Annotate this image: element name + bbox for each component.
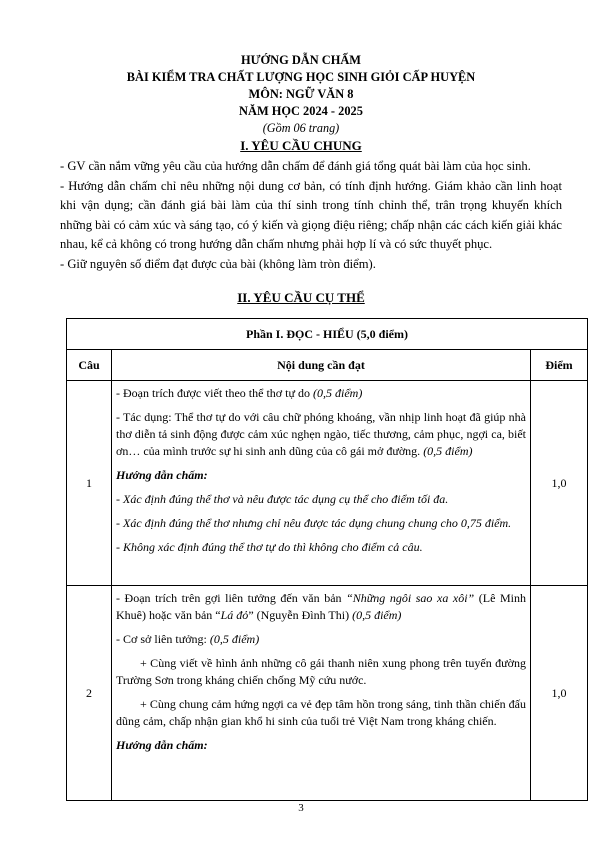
doc-heading: HƯỚNG DẪN CHẤM xyxy=(241,53,361,67)
col-header-score: Điểm xyxy=(531,350,588,381)
answer-subpoint: + Cùng viết về hình ảnh những cô gái thanh niên xung phong trên tuyến đường Trường Sơn trong kháng chiến chống Mỹ cứu nước. xyxy=(116,656,526,687)
grading-table xyxy=(66,318,588,801)
requirement-paragraph: - Hướng dẫn chấm chỉ nêu những nội dung cơ bản, có tính định hướng. Giám khảo cần linh hoạt khi vận dụng; cần đánh giá bài làm của thí sinh trong tính chỉnh thể, trân trọng khuyến khích những bài có cảm xúc và sáng tạo, có ý kiến và giọng điệu riêng; chấp nhận các cách kiến giải khác nhau, kể cả không có trong hướng dẫn chấm nhưng phải hợp lí và có sức thuyết phục. xyxy=(60,178,562,251)
page-number: 3 xyxy=(298,802,304,814)
question-score: 1,0 xyxy=(531,586,588,801)
col-header-question: Câu xyxy=(67,350,112,381)
question-score: 1,0 xyxy=(531,381,588,586)
section-2-title: II. YÊU CẦU CỤ THỂ xyxy=(237,290,365,305)
answer-content xyxy=(112,381,531,586)
part-title: Phần I. ĐỌC - HIỂU (5,0 điểm) xyxy=(67,319,588,350)
doc-title: BÀI KIỂM TRA CHẤT LƯỢNG HỌC SINH GIỎI CẤP HUYỆN xyxy=(126,70,476,84)
col-header-content: Nội dung cần đạt xyxy=(112,350,531,381)
doc-page-count: (Gồm 06 trang) xyxy=(262,121,340,135)
answer-point: - Tác dụng: Thể thơ tự do với câu chữ phóng khoáng, vần nhịp linh hoạt đã giúp nhà thơ diễn tả sinh động được cảm xúc nghẹn ngào, tiếc thương, cảm phục, ngợi ca, biết ơn… của mình trước sự hi sinh anh dũng của cô gái mở đường. (0,5 điểm) xyxy=(116,410,526,458)
table-part-row xyxy=(67,319,588,350)
question-number: 2 xyxy=(67,586,112,801)
table-header-row xyxy=(67,350,588,381)
answer-content xyxy=(112,586,531,801)
general-requirements xyxy=(60,157,562,274)
question-number: 1 xyxy=(67,381,112,586)
guide-item: - Không xác định đúng thể thơ tự do thì không cho điểm cả câu. xyxy=(116,540,423,554)
table-row xyxy=(67,381,588,586)
guide-item: - Xác định đúng thể thơ và nêu được tác dụng cụ thể cho điểm tối đa. xyxy=(116,492,449,506)
doc-school-year: NĂM HỌC 2024 - 2025 xyxy=(239,104,363,118)
answer-point: - Đoạn trích được viết theo thể thơ tự do (0,5 điểm) xyxy=(116,386,363,400)
answer-point: - Đoạn trích trên gợi liên tưởng đến văn bản “Những ngôi sao xa xôi” (Lê Minh Khuê) hoặc văn bản “Lá đỏ” (Nguyễn Đình Thi) (0,5 điểm) xyxy=(116,591,526,622)
guide-label: Hướng dẫn chấm: xyxy=(116,738,208,752)
guide-item: - Xác định đúng thể thơ nhưng chỉ nêu được tác dụng chung chung cho 0,75 điểm. xyxy=(116,516,512,530)
requirement-paragraph: - Giữ nguyên số điểm đạt được của bài (không làm tròn điểm). xyxy=(60,256,376,271)
answer-subpoint: + Cùng chung cảm hứng ngợi ca vẻ đẹp tâm hồn trong sáng, tinh thần chiến đấu dũng cảm, chấp nhận gian khổ hi sinh của tuổi trẻ Việt Nam trong kháng chiến. xyxy=(116,697,526,728)
table-row xyxy=(67,586,588,801)
answer-point: - Cơ sở liên tưởng: (0,5 điểm) xyxy=(116,632,260,646)
guide-label: Hướng dẫn chấm: xyxy=(116,468,208,482)
section-1-title: I. YÊU CẦU CHUNG xyxy=(240,138,362,153)
doc-subject: MÔN: NGỮ VĂN 8 xyxy=(248,87,354,101)
requirement-paragraph: - GV cần nắm vững yêu cầu của hướng dẫn chấm để đánh giá tổng quát bài làm của học sinh. xyxy=(60,159,531,173)
